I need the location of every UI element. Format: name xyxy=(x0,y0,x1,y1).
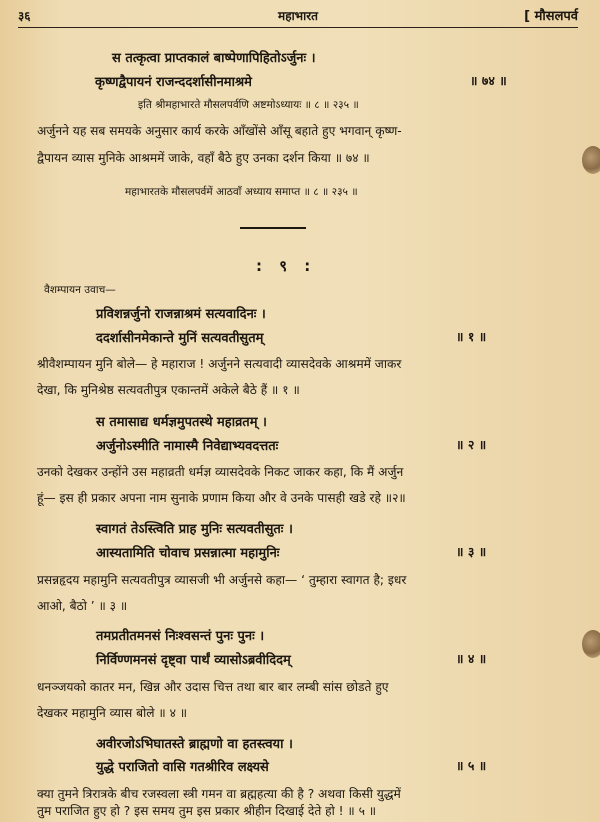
verse-line: कृष्णद्वैपायनं राजन्ददर्शासीनमाश्रमे xyxy=(95,75,252,90)
verse-number: ॥ ४ ॥ xyxy=(456,651,487,666)
verse-line: आस्यतामिति चोवाच प्रसन्नात्मा महामुनिः xyxy=(96,546,280,561)
verse-line: स तत्कृत्वा प्राप्तकालं बाष्पेणापिहितोऽर्जुनः । xyxy=(112,51,316,66)
prose-line: हूं— इस ही प्रकार अपना नाम सुनाके प्रणाम किया और वे उनके पासही खडे रहे ॥२॥ xyxy=(37,491,406,505)
verse-line: निर्विण्णमनसं दृष्ट्वा पार्थं व्यासोऽब्रवीदिदम् xyxy=(96,653,291,668)
prose-line: धनञ्जयको कातर मन, खिन्न और उदास चित्त तथा बार बार लम्बी सांस छोडते हुए xyxy=(37,680,389,694)
verse-line: युद्धे पराजितो वासि गतश्रीरिव लक्ष्यसे xyxy=(96,760,269,775)
verse-line: अर्जुनोऽस्मीति नामास्मै निवेद्याभ्यवदत्ततः xyxy=(96,439,279,454)
verse-number: ॥ १ ॥ xyxy=(456,329,487,344)
prose-line: आओ, बैठो ’ ॥ ३ ॥ xyxy=(37,599,128,613)
verse-line: स तमासाद्य धर्मज्ञमुपतस्थे महाव्रतम् । xyxy=(96,415,267,430)
colophon-sanskrit: इति श्रीमहाभारते मौसलपर्वणि अष्टमोऽध्यायः ॥ ८ ॥ २३५ ॥ xyxy=(138,99,359,111)
verse-line: अवीरजोऽभिघातस्ते ब्राह्मणो वा हतस्त्वया । xyxy=(96,737,293,752)
binding-hole-icon xyxy=(582,630,600,658)
prose-line: देखा, कि मुनिश्रेष्ठ सत्यवतीपुत्र एकान्तमें अकेले बैठे हैं ॥ १ ॥ xyxy=(37,383,300,397)
verse-line: ददर्शासीनमेकान्ते मुनिं सत्यवतीसुतम् xyxy=(96,331,264,346)
prose-line: प्रसन्नहृदय महामुनि सत्यवतीपुत्र व्यासजी भी अर्जुनसे कहा— ‘ तुम्हारा स्वागत है; इधर xyxy=(37,573,407,587)
page-number: ३६ xyxy=(18,9,31,23)
verse-number: ॥ ३ ॥ xyxy=(456,544,487,559)
verse-number: ॥ २ ॥ xyxy=(456,437,487,452)
book-title: महाभारत xyxy=(278,9,318,23)
speaker-label: वैशम्पायन उवाच— xyxy=(44,284,116,296)
prose-line: द्वैपायन व्यास मुनिके आश्रममें जाके, वहाँ बैठे हुए उनका दर्शन किया ॥ ७४ ॥ xyxy=(37,151,370,165)
verse-number: ॥ ५ ॥ xyxy=(456,758,487,773)
verse-line: तमप्रतीतमनसं निःश्वसन्तं पुनः पुनः । xyxy=(96,629,265,644)
verse-line: प्रविशन्नर्जुनो राजन्नाश्रमं सत्यवादिनः । xyxy=(96,307,266,322)
chapter-divider xyxy=(240,227,306,229)
colophon-hindi: महाभारतके मौसलपर्वमें आठवाँ अध्याय समाप्त ॥ ८ ॥ २३५ ॥ xyxy=(125,186,358,198)
prose-line: श्रीवैशम्पायन मुनि बोले— हे महाराज ! अर्जुनने सत्यवादी व्यासदेवके आश्रममें जाकर xyxy=(37,357,402,371)
prose-line: देखकर महामुनि व्यास बोले ॥ ४ ॥ xyxy=(37,706,188,720)
verse-line: स्वागतं तेऽस्त्विति प्राह मुनिः सत्यवतीसुतः । xyxy=(96,522,293,537)
chapter-number: : ९ : xyxy=(256,257,317,275)
prose-line: उनको देखकर उन्होंने उस महाव्रती धर्मज्ञ व्यासदेवके निकट जाकर कहा, कि मैं अर्जुन xyxy=(37,465,404,479)
prose-line: तुम पराजित हुए हो ? इस समय तुम इस प्रकार श्रीहीन दिखाई देते हो ! ॥ ५ ॥ xyxy=(37,804,377,818)
header-rule xyxy=(18,27,578,28)
prose-line: अर्जुनने यह सब समयके अनुसार कार्य करके आँखोंसे आँसू बहाते हुए भगवान् कृष्ण- xyxy=(37,124,402,138)
prose-line: क्या तुमने त्रिरात्रके बीच रजस्वला स्त्री गमन वा ब्रह्महत्या की है ? अथवा किसी युद्धमें xyxy=(37,787,401,801)
page-header xyxy=(18,4,578,28)
section-title: [ मौसलपर्व xyxy=(524,9,578,24)
binding-hole-icon xyxy=(582,146,600,174)
verse-number: ॥ ७४ ॥ xyxy=(470,73,507,88)
